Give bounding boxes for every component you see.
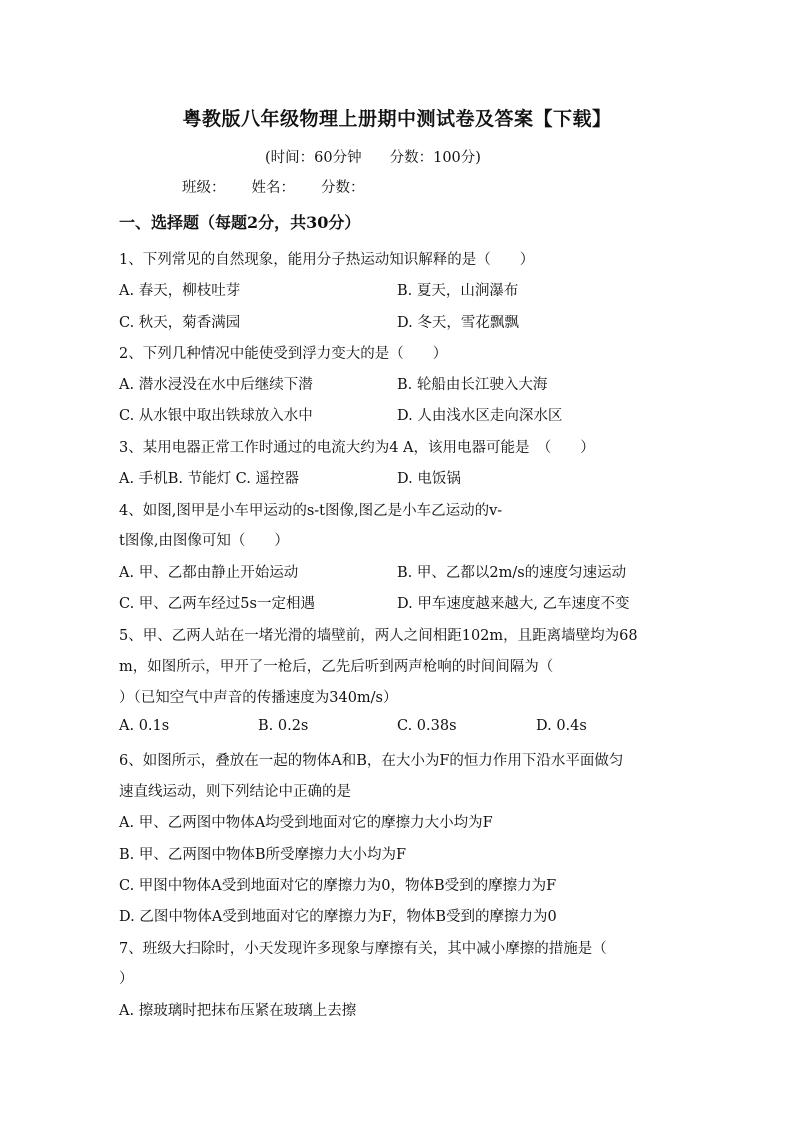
score-label: 分数： bbox=[321, 180, 365, 196]
question-1-option-d: D. 冬天，雪花飘飘 bbox=[397, 315, 519, 331]
question-4-option-d: D. 甲车速度越来越大, 乙车速度不变 bbox=[397, 596, 630, 612]
name-label: 姓名： bbox=[251, 180, 295, 196]
question-3-options-abc: A. 手机B. 节能灯 C. 遥控器 bbox=[119, 471, 299, 487]
question-7-stem-line-1: 7、班级大扫除时，小天发现许多现象与摩擦有关，其中减小摩擦的措施是（ bbox=[119, 941, 607, 957]
question-6-option-c: C. 甲图中物体A受到地面对它的摩擦力为0，物体B受到的摩擦力为F bbox=[119, 878, 557, 894]
total-score-text: 分数：100分) bbox=[389, 150, 481, 166]
class-label: 班级： bbox=[182, 180, 226, 196]
time-text: (时间：60分钟 bbox=[265, 150, 362, 166]
question-5-option-b: B. 0.2s bbox=[258, 718, 309, 734]
question-1-option-c: C. 秋天，菊香满园 bbox=[119, 315, 241, 331]
question-2-option-c: C. 从水银中取出铁球放入水中 bbox=[119, 408, 313, 424]
question-4-stem-line-1: 4、如图,图甲是小车甲运动的s-t图像,图乙是小车乙运动的v- bbox=[119, 503, 503, 519]
question-6-option-b: B. 甲、乙两图中物体B所受摩擦力大小均为F bbox=[119, 847, 407, 863]
question-6-option-a: A. 甲、乙两图中物体A均受到地面对它的摩擦力大小均为F bbox=[119, 815, 493, 831]
question-6-option-d: D. 乙图中物体A受到地面对它的摩擦力为F，物体B受到的摩擦力为0 bbox=[119, 909, 557, 925]
question-5-stem-line-1: 5、甲、乙两人站在一堵光滑的墙壁前，两人之间相距102m，且距离墙壁均为68 bbox=[119, 628, 638, 644]
question-6-stem-line-1: 6、如图所示，叠放在一起的物体A和B，在大小为F的恒力作用下沿水平面做匀 bbox=[119, 753, 624, 769]
question-3-option-d: D. 电饭锅 bbox=[397, 471, 461, 487]
question-4-option-c: C. 甲、乙两车经过5s一定相遇 bbox=[119, 596, 315, 612]
question-3-stem: 3、某用电器正常工作时通过的电流大约为4 A，该用电器可能是 （ ） bbox=[119, 440, 595, 456]
question-5-option-a: A. 0.1s bbox=[119, 718, 170, 734]
page-title: 粤教版八年级物理上册期中测试卷及答案【下载】 bbox=[182, 108, 612, 130]
question-4-stem-line-2: t图像,由图像可知（ ） bbox=[119, 533, 289, 549]
question-5-option-c: C. 0.38s bbox=[397, 718, 457, 734]
question-4-option-a: A. 甲、乙都由静止开始运动 bbox=[119, 565, 299, 581]
question-1-option-b: B. 夏天，山涧瀑布 bbox=[397, 283, 519, 299]
question-7-stem-line-2: ） bbox=[119, 971, 134, 987]
section-heading: 一、选择题（每题2分，共30分） bbox=[119, 213, 361, 232]
question-6-stem-line-2: 速直线运动，则下列结论中正确的是 bbox=[119, 784, 351, 800]
exam-info bbox=[265, 146, 481, 167]
question-2-option-a: A. 潜水浸没在水中后继续下潜 bbox=[119, 377, 313, 393]
question-7-option-a: A. 擦玻璃时把抹布压紧在玻璃上去擦 bbox=[119, 1003, 357, 1019]
student-info-row bbox=[182, 176, 391, 197]
question-2-option-b: B. 轮船由长江驶入大海 bbox=[397, 377, 548, 393]
question-5-stem-line-2: m，如图所示，甲开了一枪后，乙先后听到两声枪响的时间间隔为（ bbox=[119, 659, 554, 675]
question-4-option-b: B. 甲、乙都以2m/s的速度匀速运动 bbox=[397, 565, 627, 581]
question-1-stem: 1、下列常见的自然现象，能用分子热运动知识解释的是（ ） bbox=[119, 252, 535, 268]
question-2-option-d: D. 人由浅水区走向深水区 bbox=[397, 408, 563, 424]
question-1-option-a: A. 春天，柳枝吐芽 bbox=[119, 283, 241, 299]
question-5-option-d: D. 0.4s bbox=[536, 718, 587, 734]
question-5-stem-line-3: ）（已知空气中声音的传播速度为340m/s） bbox=[119, 690, 398, 706]
question-2-stem: 2、下列几种情况中能使受到浮力变大的是（ ） bbox=[119, 346, 448, 362]
